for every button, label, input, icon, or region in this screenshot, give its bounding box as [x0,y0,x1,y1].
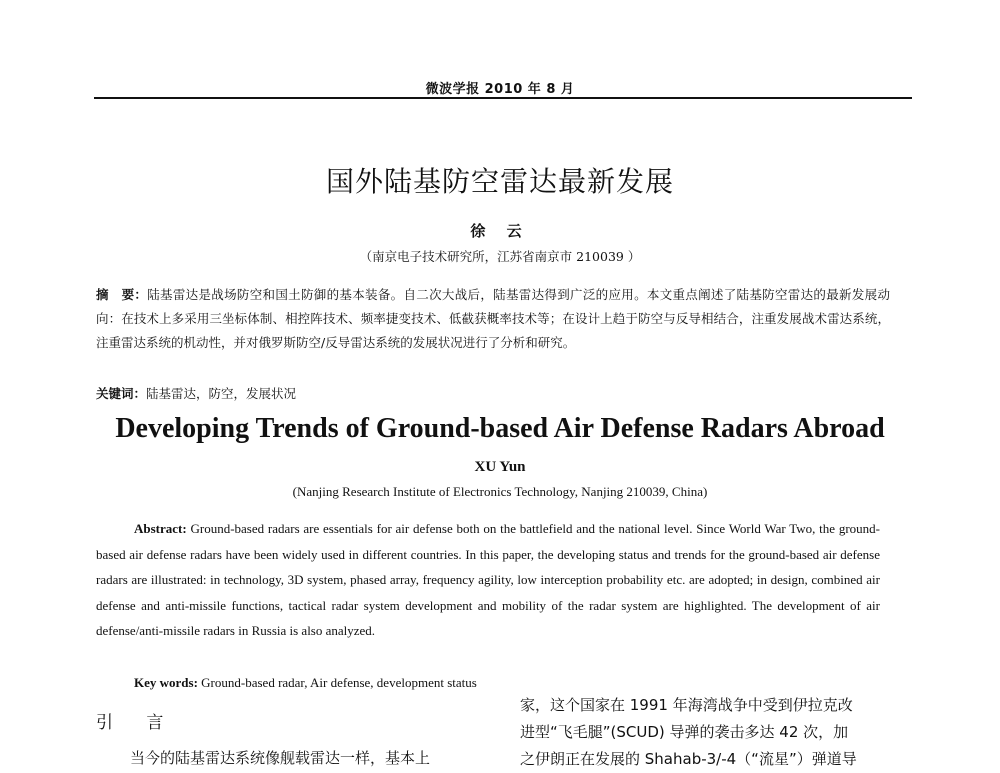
body-line: 之伊朗正在发展的 Shahab-3/-4（“流星”）弹道导 [520,750,857,768]
journal-header: 微波学报 2010 年 8 月 [425,82,575,97]
keywords-chinese-text: 陆基雷达，防空，发展状况 [146,386,297,401]
abstract-chinese-label: 摘 要： [96,287,148,302]
header-rule [94,97,912,99]
keywords-english-label: Key words: [134,675,198,690]
keywords-chinese [96,383,890,405]
title-chinese: 国外陆基防空雷达最新发展 [325,165,674,198]
abstract-english-label: Abstract: [134,521,187,536]
abstract-chinese-text: 陆基雷达是战场防空和国土防御的基本装备。自二次大战后，陆基雷达得到广泛的应用。本文重点阐述了陆基防空雷达的最新发展动向：在技术上多采用三坐标体制、相控阵技术、频率捷变技术、低截获概率技术等；在设计上趋于防空与反导相结合，注重发展战术雷达系统，注重雷达系统的机动性，并对俄罗斯防空/反导雷达系统的发展状况进行了分析和研究。 [96,287,890,350]
affiliation-chinese: （南京电子技术研究所，江苏省南京市 210039 ） [359,249,641,264]
body-line: 家，这个国家在 1991 年海湾战争中受到伊拉克改 [520,696,853,714]
keywords-english-text: Ground-based radar, Air defense, development status [197,675,477,690]
body-text-left-column: 当今的陆基雷达系统像舰载雷达一样，基本上 [130,749,431,767]
author-english: XU Yun [474,459,526,475]
abstract-english [96,516,880,644]
affiliation-english: (Nanjing Research Institute of Electronics Technology, Nanjing 210039, China) [292,484,708,499]
title-english: Developing Trends of Ground-based Air Defense Radars Abroad [115,413,885,444]
body-text-right-column [520,692,912,773]
abstract-chinese [96,283,890,355]
keywords-chinese-label: 关键词： [96,386,147,401]
abstract-english-text: Ground-based radars are essentials for air defense both on the battlefield and the national level. Since World War Two, the ground-based air defense radars have been widely used in different countries. In this paper, the developing status and trends for the ground-based air defense radars are illustrated: in technology, 3D system, phased array, frequency agility, low interception probability etc. are adopted; in design, combined air defense and anti-missile functions, tactical radar system development and mobility of the radar system are highlighted. The development of air defense/anti-missile radars in Russia is also analyzed. [96,521,880,638]
section-heading-introduction: 引 言 [96,713,178,733]
body-line: 进型“飞毛腿”(SCUD) 导弹的袭击多达 42 次，加 [520,723,849,741]
keywords-english [134,673,874,693]
author-chinese: 徐 云 [470,222,530,240]
